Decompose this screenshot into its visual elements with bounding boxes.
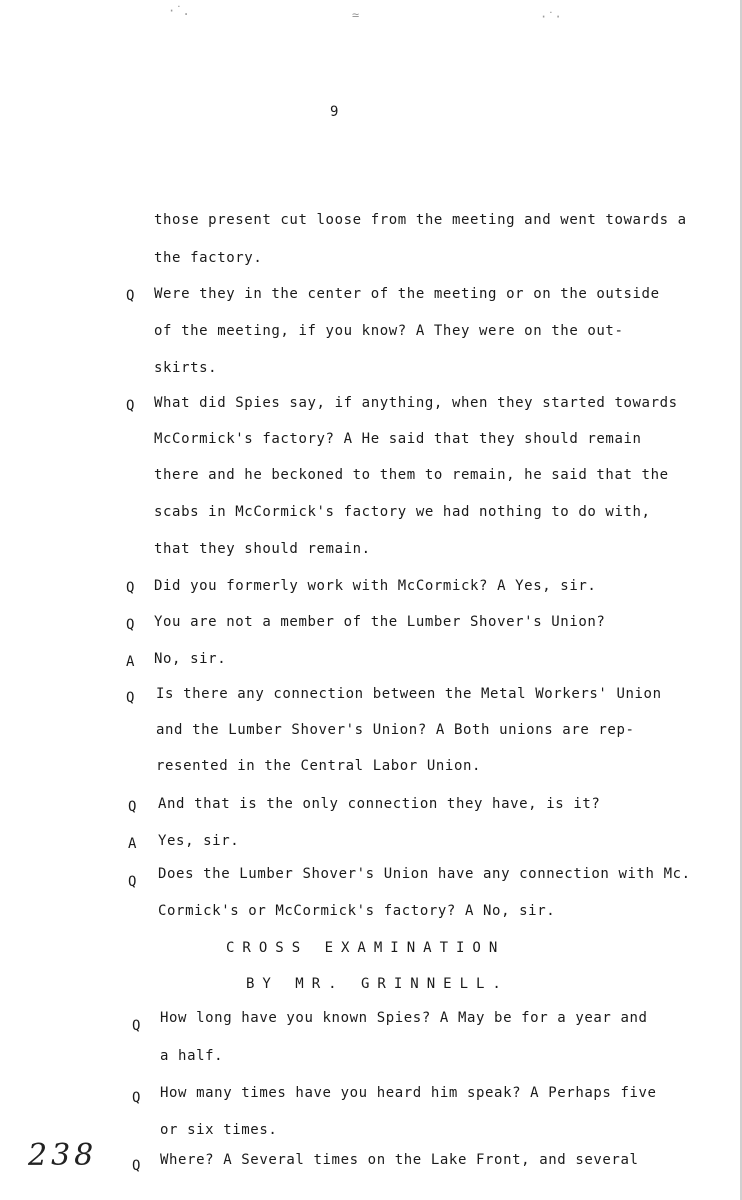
transcript-line: a half. [160, 1048, 224, 1064]
section-subheading: BY MR. GRINNELL. [246, 976, 509, 992]
transcript-line: McCormick's factory? A He said that they should remain [154, 431, 642, 447]
transcript-line: Were they in the center of the meeting or on the outside [154, 286, 660, 302]
speaker-label: A [128, 836, 137, 852]
transcript-line: or six times. [160, 1122, 278, 1138]
transcript-line: and the Lumber Shover's Union? A Both unions are rep- [156, 722, 635, 738]
page-number: 9 [330, 104, 339, 120]
section-heading: CROSS EXAMINATION [226, 940, 506, 956]
handwritten-page-number: 238 [28, 1138, 98, 1173]
transcript-line: those present cut loose from the meeting and went towards a [154, 212, 687, 228]
speaker-label: Q [132, 1158, 141, 1174]
speaker-label: Q [132, 1018, 141, 1034]
transcript-line: Where? A Several times on the Lake Front, and several [160, 1152, 639, 1168]
speaker-label: Q [126, 288, 135, 304]
transcript-line: You are not a member of the Lumber Shover's Union? [154, 614, 606, 630]
transcript-line: Does the Lumber Shover's Union have any connection with Mc. [158, 866, 691, 882]
transcript-line: Cormick's or McCormick's factory? A No, sir. [158, 903, 556, 919]
transcript-line: How long have you known Spies? A May be for a year and [160, 1010, 648, 1026]
speaker-label: Q [126, 690, 135, 706]
transcript-line: of the meeting, if you know? A They were on the out- [154, 323, 624, 339]
transcript-line: the factory. [154, 250, 263, 266]
transcript-line: And that is the only connection they have, is it? [158, 796, 601, 812]
transcript-line: scabs in McCormick's factory we had nothing to do with, [154, 504, 651, 520]
speaker-label: Q [126, 398, 135, 414]
speaker-label: Q [132, 1090, 141, 1106]
speaker-label: A [126, 654, 135, 670]
scan-smudge: ·˙· [540, 10, 562, 24]
transcript-line: No, sir. [154, 651, 227, 667]
scan-smudge: ≃ [352, 8, 360, 22]
transcript-line: Yes, sir. [158, 833, 240, 849]
speaker-label: Q [126, 617, 135, 633]
transcript-line: skirts. [154, 360, 218, 376]
transcript-line: What did Spies say, if anything, when they started towards [154, 395, 678, 411]
transcript-line: resented in the Central Labor Union. [156, 758, 482, 774]
transcript-line: there and he beckoned to them to remain, he said that the [154, 467, 669, 483]
transcript-line: Is there any connection between the Metal Workers' Union [156, 686, 662, 702]
transcript-line: Did you formerly work with McCormick? A Yes, sir. [154, 578, 597, 594]
speaker-label: Q [126, 580, 135, 596]
scan-smudge: ·˙. [168, 4, 190, 18]
speaker-label: Q [128, 874, 137, 890]
transcript-line: that they should remain. [154, 541, 371, 557]
transcript-line: How many times have you heard him speak? A Perhaps five [160, 1085, 657, 1101]
speaker-label: Q [128, 799, 137, 815]
